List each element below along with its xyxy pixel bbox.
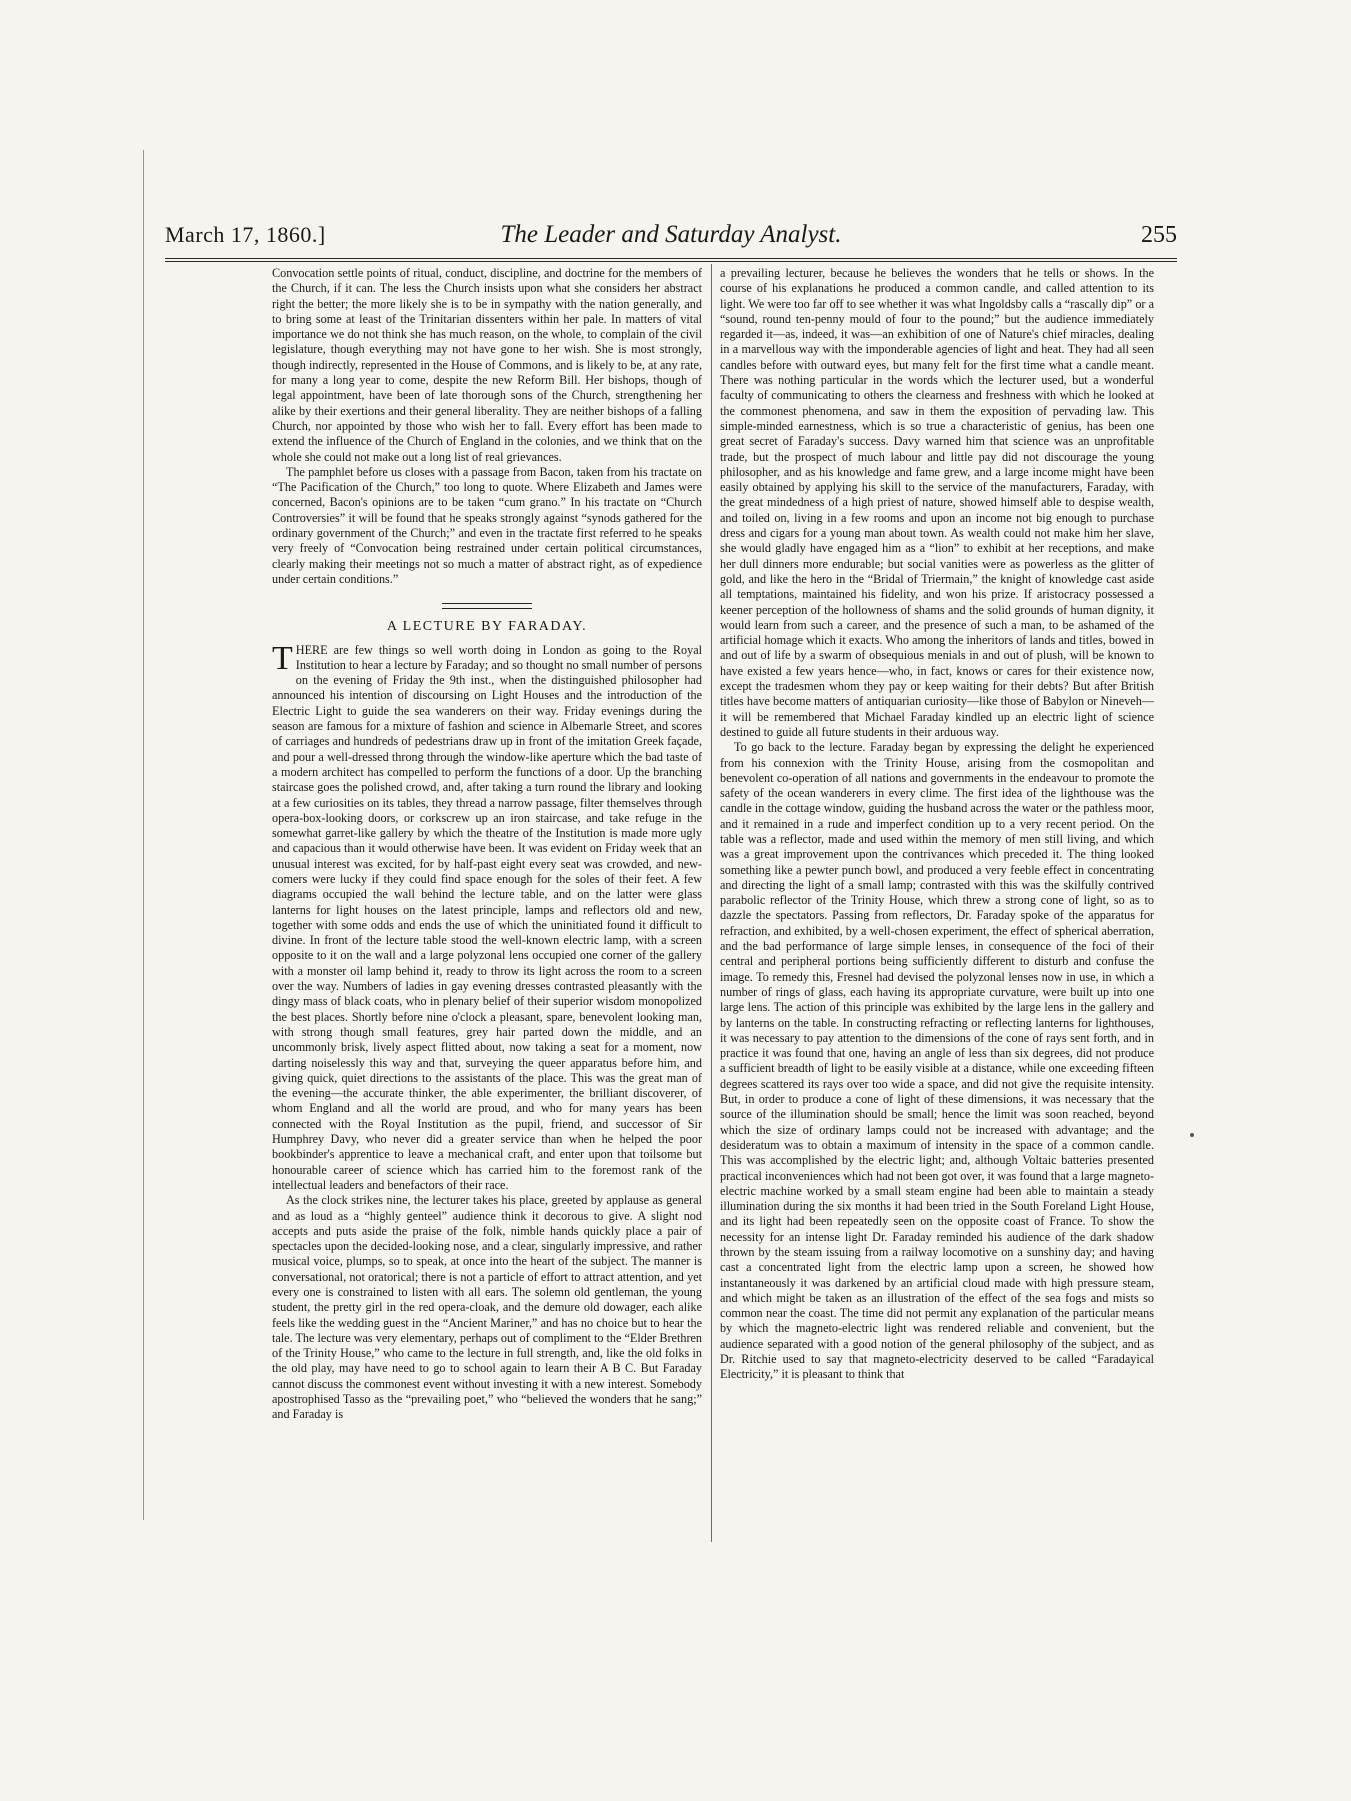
section-divider-rule [442,603,532,609]
lighthouse-paragraph: To go back to the lecture. Faraday began by expressing the delight he experienced from his connexion with the Trinity House, arising from the cosmopolitan and benevolent co-operation of all nations and governments in the endeavour to promote the safety of the ocean wanderers in every clime. The first idea of the lighthouse was the candle in the cottage window, guiding the husband across the water or the pathless moor, and it remained in a rude and imperfect condition up to a very recent period. On the table was a reflector, made and used within the memory of men still living, and which was a great improvement upon the contrivances which preceded it. The thing looked something like a pewter punch bowl, and produced a very feeble effect in concentrating and directing the light of a small lamp; contrasted with this was the skilfully contrived parabolic reflector of the Trinity House, which threw a strong cone of light, so as to dazzle the spectators. Passing from reflectors, Dr. Faraday spoke of the apparatus for refraction, and exhibited, by a well-chosen experiment, the effect of spherical aberration, and the bad performance of large simple lenses, in consequence of the foci of their central and peripheral portions being sufficiently different to disturb and confuse the image. To remedy this, Fresnel had devised the polyzonal lenses now in use, in which a number of rings of glass, each having its appropriate curvature, were built up into one large lens. The action of this principle was exhibited by the large lens in the gallery and by lanterns on the table. In constructing refracting or reflecting lanterns for lighthouses, it was necessary to pay attention to the dimensions of the cone of rays sent forth, and in practice it was found that one, having an angle of less than six degrees, did not produce a sufficient breadth of light to be easily visible at a distance, while one exceeding fifteen degrees scattered its rays over too wide a space, and did not give the requisite intensity. But, in order to produce a cone of light of these dimensions, it was necessary that the source of the illumination should be small; hence the limit was soon reached, beyond which the size of ordinary lamps could not be increased with advantage; and the desideratum was to obtain a maximum of intensity in the space of a common candle. This was accomplished by the electric light; and, although Voltaic batteries presented practical inconveniences which had not been got over, it was found that a large magneto-electric machine worked by a small steam engine had been able to maintain a steady illumination during the six months it had been tried in the South Foreland Light House, and its light had been repeatedly seen on the opposite coast of France. To show the necessity for an intense light Dr. Faraday reminded his audience of the dark shadow thrown by the steam issuing from a railway locomotive on a sunshiny day; and having cast a concentrated light from the electric lamp upon a screen, he showed how instantaneously it was darkened by an artificial cloud made with high pressure steam, and which might be taken as an illustration of the effect of the sea fogs and mists so common near the coast. The time did not permit any explanation of the particular means by which the magneto-electric light was rendered reliable and convenient, but the audience separated with a good notion of the general philosophy of the subject, and as Dr. Ritchie used to say that magneto-electricity deserved to be called “Faradayical Electricity,” it is pleasant to think that [720,740,1154,1382]
convocation-paragraph: Convocation settle points of ritual, conduct, discipline, and doctrine for the members of the Church, if it can. The less the Church insists upon what she considers her abstract right the better; the more likely she is to be in sympathy with the nation generally, and to bring some at least of the Trinitarian dissenters within her pale. In matters of vital importance we do not think she has much reason, on the whole, to complain of the civil legislature, though everything may not have gone to her wish. She is most strongly, though indirectly, represented in the House of Commons, and is likely to be, at any rate, for many a long year to come, despite the new Reform Bill. Her bishops, though of legal appointment, have been of late thorough sons of the Church, strengthening her alike by their exertions and their general liberality. They are neither bishops of a falling Church, nor appointed by those who wish her to fall. Every effort has been made to extend the influence of the Church of England in the colonies, and we think that on the whole she could not make out a long list of real grievances. [272,266,702,464]
section-title: A LECTURE BY FARADAY. [386,619,588,635]
header-page-number: 255 [1141,222,1177,248]
lecture-opening-paragraph [272,639,702,1194]
header-double-rule [165,258,1177,262]
prevailing-lecturer-paragraph: a prevailing lecturer, because he believes the wonders that he tells or shows. In the course of his explanations he produced a common candle, and called attention to its light. We were too far off to see whether it was what Ingoldsby calls a “rascally dip” or a “sound, round ten-penny mould of four to the pound;” but the audience immediately regarded it—as, indeed, it was—an exhibition of one of Nature's chief miracles, dealing in a marvellous way with the imponderable agencies of light and heat. They had all seen candles before with outward eyes, but many felt for the first time what a candle meant. There was nothing particular in the words which the lecturer used, but a wonderful faculty of communicating to others the clearness and freshness with which he looked at the commonest phenomena, and saw in them the exposition of pervading law. This simple-minded earnestness, which is so true a characteristic of genius, has been one great secret of Faraday's success. Davy warned him that science was an unprofitable trade, but the prospect of much labour and little pay did not discourage the young philosopher, and as his knowledge and fame grew, and a large income might have been easily obtained by applying his skill to the service of the manufacturers, Faraday, with the great mindedness of a high priest of nature, showed himself able to despise wealth, and toiled on, living in a few rooms and upon an income not big enough to purchase dress and cigars for a young man about town. As wealth could not make him her slave, she would gladly have engaged him as a “lion” to exhibit at her receptions, and make her dull dinners more endurable; but social vanities were as powerless as the glitter of gold, and like the hero in the “Bridal of Triermain,” the knight of knowledge cast aside all temptations, maintained his fidelity, and won his prize. If aristocracy possessed a keener perception of the hollowness of shams and the solid grounds of human dignity, it would learn from such a career, and the presence of such a man, to be ashamed of the artificial homage which it exacts. Who among the inheritors of lands and titles, bowed in and out of life by a swarm of obsequious menials in and out of plush, will be known to have existed a few years hence—who, in fact, knows or cares for their existence now, except the tradesmen whom they pay or keep waiting for their debts? But after British titles have become matters of antiquarian curiosity—like those of Babylon or Nineveh—it will be remembered that Michael Faraday kindled up an electric light of science destined to guide all future students in their arduous way. [720,266,1154,739]
margin-ink-mark [1190,1133,1194,1137]
lecture-opening-text: HERE are few things so well worth doing in London as going to the Royal Institution to hear a lecture by Faraday; and so thought no small number of persons on the evening of Friday the 9th inst., when the distinguished philosopher had announced his intention of discoursing on Light Houses and the introduction of the Electric Light to guide the sea wanderers on their way. Friday evenings during the season are famous for a mixture of fashion and science in Albemarle Street, and scores of carriages and hundreds of pedestrians draw up in front of the imitation Greek façade, and pour a well-dressed throng through the window-like aperture which the bad taste of a modern architect has compelled to perform the functions of a door. Up the branching staircase goes the polished crowd, and, after taking a turn round the library and looking at a few curiosities on its tables, they thread a narrow passage, filter themselves through opera-box-looking doors, or corkscrew up an iron staircase, and take refuge in the somewhat garret-like gallery by which the theatre of the Institution is made more ugly and capacious than it would otherwise have been. It was evident on Friday week that an unusual interest was excited, for by half-past eight every seat was crowded, and new-comers were lucky if they could find space enough for the soles of their feet. A few diagrams occupied the wall behind the lecture table, and on the latter were glass lanterns for light houses on the latest principle, lamps and reflectors old and new, together with some odds and ends the use of which the uninitiated found it difficult to divine. In front of the lecture table stood the well-known electric lamp, with a screen opposite to it on the wall and a large polyzonal lens occupied one corner of the gallery with a monster oil lamp behind it, ready to throw its light across the room to a screen over the way. Numbers of ladies in gay evening dresses contrasted pleasantly with the dingy mass of black coats, who in plenary belief of their superior wisdom monopolized the best places. Shortly before nine o'clock a pleasant, spare, benevolent looking man, with strong though small features, grey hair parted down the middle, and an uncommonly brisk, lively aspect flitted about, now taking a seat for a moment, now darting noiselessly this way and that, surveying the queer apparatus before him, and giving quick, quiet directions to the assistants of the place. This was the great man of the evening—the accurate thinker, the able experimenter, the brilliant discoverer, of whom England and all the world are proud, and who for many years has been connected with the Royal Institution as the pupil, friend, and successor of Sir Humphrey Davy, who never did a greater service than when he helped the poor bookbinder's apprentice to leave a mechanical craft, and enter upon that toilsome but honourable career of science which has carried him to the foremost rank of the intellectual leaders and benefactors of their race. [272,642,702,1192]
header-date: March 17, 1860.] [165,222,326,247]
lecture-second-paragraph: As the clock strikes nine, the lecturer takes his place, greeted by applause as general and as loud as a “highly genteel” audience think it decorous to give. A slight nod accepts and puts aside the praise of the folk, nimble hands quickly place a pair of spectacles upon the decided-looking nose, and a clear, singularly impressive, and rather musical voice, plumps, so to speak, at once into the heart of the subject. The manner is conversational, not oratorical; there is not a particle of effort to attract attention, and yet every one is constrained to listen with all ears. The solemn old gentleman, the young student, the pretty girl in the red opera-cloak, and the demure old dowager, each alike feels like the wedding guest in the “Ancient Mariner,” and has no choice but to hear the tale. The lecture was very elementary, perhaps out of compliment to the “Elder Brethren of the Trinity House,” who came to the lecture in full strength, and, like the old folks in the old play, may have need to go to school again to learn their A B C. But Faraday cannot discuss the commonest event without investing it with a new interest. Somebody apostrophised Tasso as the “prevailing poet,” who “believed the wonders that he sang;” and Faraday is [272,1193,702,1422]
binding-edge-line [143,150,144,1520]
right-column [720,266,1154,1544]
pamphlet-paragraph: The pamphlet before us closes with a passage from Bacon, taken from his tractate on “The Pacification of the Church,” too long to quote. Where Elizabeth and James were concerned, Bacon's opinions are to be taken “cum grano.” In his tractate on “Church Controversies” it will be found that he speaks strongly against “synods gathered for the ordinary government of the Church;” and even in the tractate first referred to he speaks very freely of “Convocation being restrained under certain political circumstances, clearly making their meetings not so much a matter of abstract right, as of expedience under certain conditions.” [272,464,702,586]
page-header [165,222,1177,254]
left-column [272,266,702,1544]
column-divider [711,264,712,1542]
drop-cap: T [272,639,293,677]
header-title: The Leader and Saturday Analyst. [500,221,842,248]
